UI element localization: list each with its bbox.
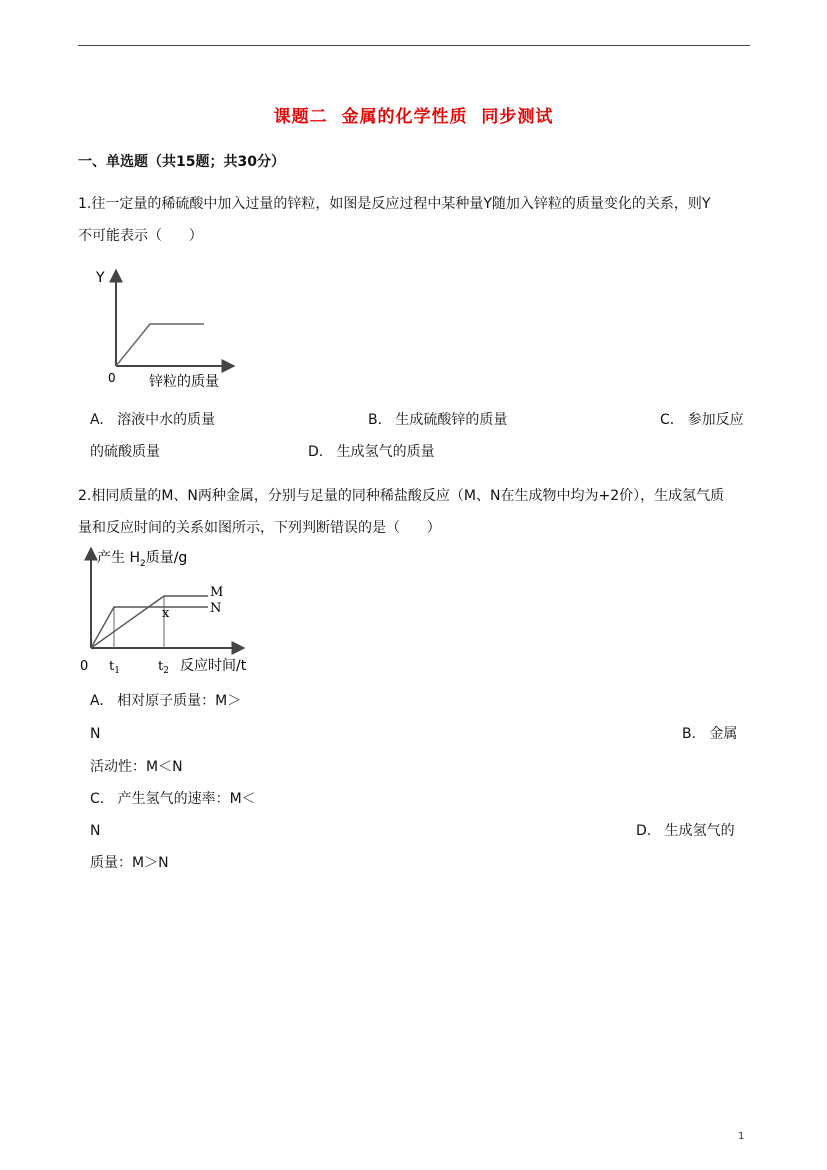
section-heading: 一、单选题（共15题；共30分）	[78, 154, 285, 170]
q1-option-d[interactable]: D. 生成氢气的质量	[308, 444, 435, 460]
q2-option-b-line2[interactable]: 活动性：M＜N	[90, 759, 183, 775]
q2-option-a-line1[interactable]: A. 相对原子质量：M＞	[90, 693, 242, 709]
page-title: 课题二 金属的化学性质 同步测试	[273, 107, 554, 127]
q1-option-c-line2[interactable]: 的硫酸质量	[90, 444, 160, 460]
q2-option-b-line1[interactable]: B. 金属	[682, 726, 738, 742]
q1-graph	[88, 262, 248, 394]
q1-option-c-line1[interactable]: C. 参加反应	[660, 412, 744, 428]
q2-curve-n	[91, 607, 208, 648]
q1-y-label: Y	[96, 270, 105, 286]
q1-stem-line2: 不可能表示（ ）	[78, 228, 203, 244]
q2-t2-label: $t_2$	[158, 659, 169, 676]
q2-option-a-line2[interactable]: N	[90, 726, 101, 742]
q2-curve-m	[91, 596, 208, 648]
q2-stem-line1: 2.相同质量的M、N两种金属，分别与足量的同种稀盐酸反应（M、N在生成物中均为+2价），生成氢气质	[78, 488, 725, 504]
header-rule	[78, 45, 750, 46]
q1-curve	[116, 324, 204, 366]
q2-stem-line2: 量和反应时间的关系如图所示，下列判断错误的是（ ）	[78, 520, 441, 536]
q2-graph	[76, 544, 258, 676]
q2-y-label: 产生 $H_2$质量/g	[97, 550, 188, 569]
q1-option-a[interactable]: A. 溶液中水的质量	[90, 412, 216, 428]
q2-origin-label: 0	[80, 659, 89, 674]
q2-series-n-label: N	[210, 601, 222, 616]
q1-option-b[interactable]: B. 生成硫酸锌的质量	[368, 412, 508, 428]
q1-stem-line1: 1.往一定量的稀硫酸中加入过量的锌粒，如图是反应过程中某种量Y随加入锌粒的质量变化的关系，则Y	[78, 196, 711, 212]
q1-origin-label: 0	[108, 371, 116, 385]
q2-option-c-line1[interactable]: C. 产生氢气的速率：M＜	[90, 791, 256, 807]
q1-x-label: 锌粒的质量	[149, 374, 219, 390]
q2-mark-x: x	[162, 606, 170, 621]
page-number: 1	[738, 1131, 745, 1142]
q2-x-label: 反应时间/t	[180, 658, 247, 674]
q2-option-c-line2[interactable]: N	[90, 823, 101, 839]
q2-t1-label: $t_1$	[109, 659, 120, 676]
q2-series-m-label: M	[210, 585, 224, 600]
q2-option-d-line1[interactable]: D. 生成氢气的	[636, 823, 735, 839]
q2-option-d-line2[interactable]: 质量：M＞N	[90, 855, 169, 871]
